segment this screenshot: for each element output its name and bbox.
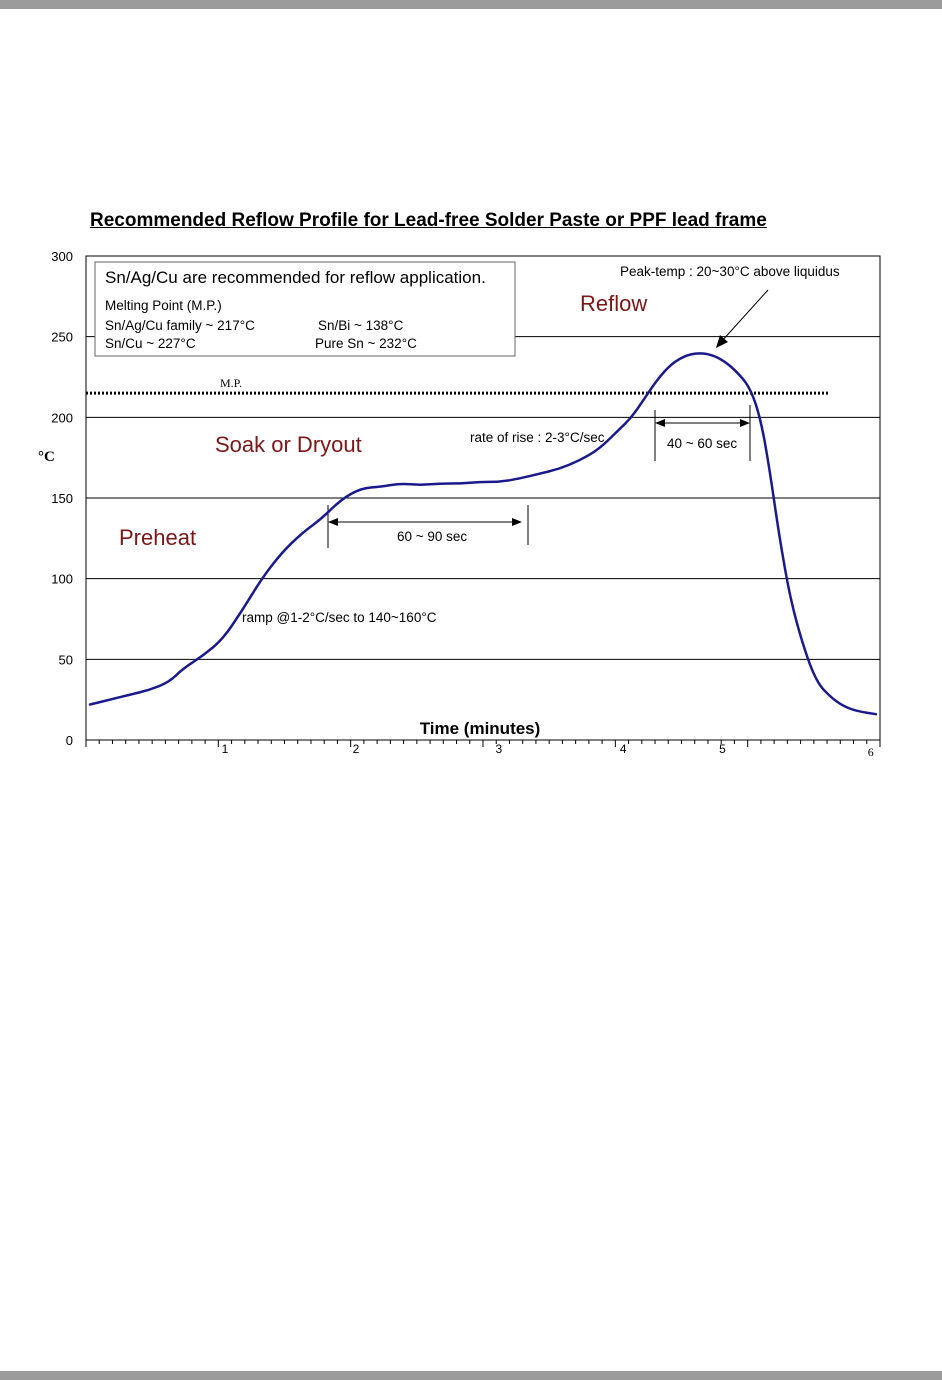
y-tick-label-250: 250 [51,329,73,345]
rate-of-rise-annotation: rate of rise : 2-3°C/sec [470,430,605,445]
bottom-band [0,1371,942,1380]
x-tick-label-3: 3 [495,742,503,756]
reflow-profile-line [90,353,876,714]
x-tick-label-4: 4 [619,742,627,756]
y-tick-label-300: 300 [51,249,73,264]
y-tick-label-150: 150 [51,491,73,506]
y-tick-label-0: 0 [65,733,73,748]
legend-entry-1a: Sn/Ag/Cu family ~ 217°C [105,318,255,333]
legend-entry-2a: Sn/Cu ~ 227°C [105,336,196,351]
y-axis-label: °C [38,449,55,465]
y-tick-label-200: 200 [51,410,73,426]
y-tick-labels [51,249,73,748]
reflow-window-label: 40 ~ 60 sec [667,436,738,451]
reflow-window-arrowhead-right [740,419,750,427]
soak-window-arrowhead-left [328,518,338,526]
y-tick-label-100: 100 [51,571,73,587]
legend-entry-1b: Sn/Bi ~ 138°C [318,318,404,333]
grid-lines [86,337,880,660]
melting-point-label: M.P. [220,376,243,391]
x-tick-label-6: 6 [867,745,874,759]
x-tick-label-5: 5 [719,742,726,756]
legend-entry-2b: Pure Sn ~ 232°C [315,336,417,351]
soak-window-arrowhead-right [512,518,522,526]
peak-annotation: Peak-temp : 20~30°C above liquidus [620,264,840,279]
zone-label-preheat: Preheat [119,525,197,550]
x-tick-labels [222,742,874,759]
reflow-window-arrowhead-left [655,419,665,427]
legend-heading: Sn/Ag/Cu are recommended for reflow application. [105,268,486,287]
chart-title: Recommended Reflow Profile for Lead-free Solder Paste or PPF lead frame [90,210,767,231]
zone-label-soak: Soak or Dryout [215,432,362,457]
soak-window-label: 60 ~ 90 sec [397,529,468,544]
x-tick-label-2: 2 [352,742,360,756]
legend-subheading: Melting Point (M.P.) [105,298,222,313]
x-minor-ticks [86,740,880,747]
x-tick-label-1: 1 [221,742,229,756]
y-tick-label-50: 50 [58,652,73,668]
zone-label-reflow: Reflow [580,291,648,316]
peak-pointer-line [721,290,768,342]
ramp-annotation: ramp @1-2°C/sec to 140~160°C [242,610,437,625]
x-axis-label: Time (minutes) [419,719,541,738]
